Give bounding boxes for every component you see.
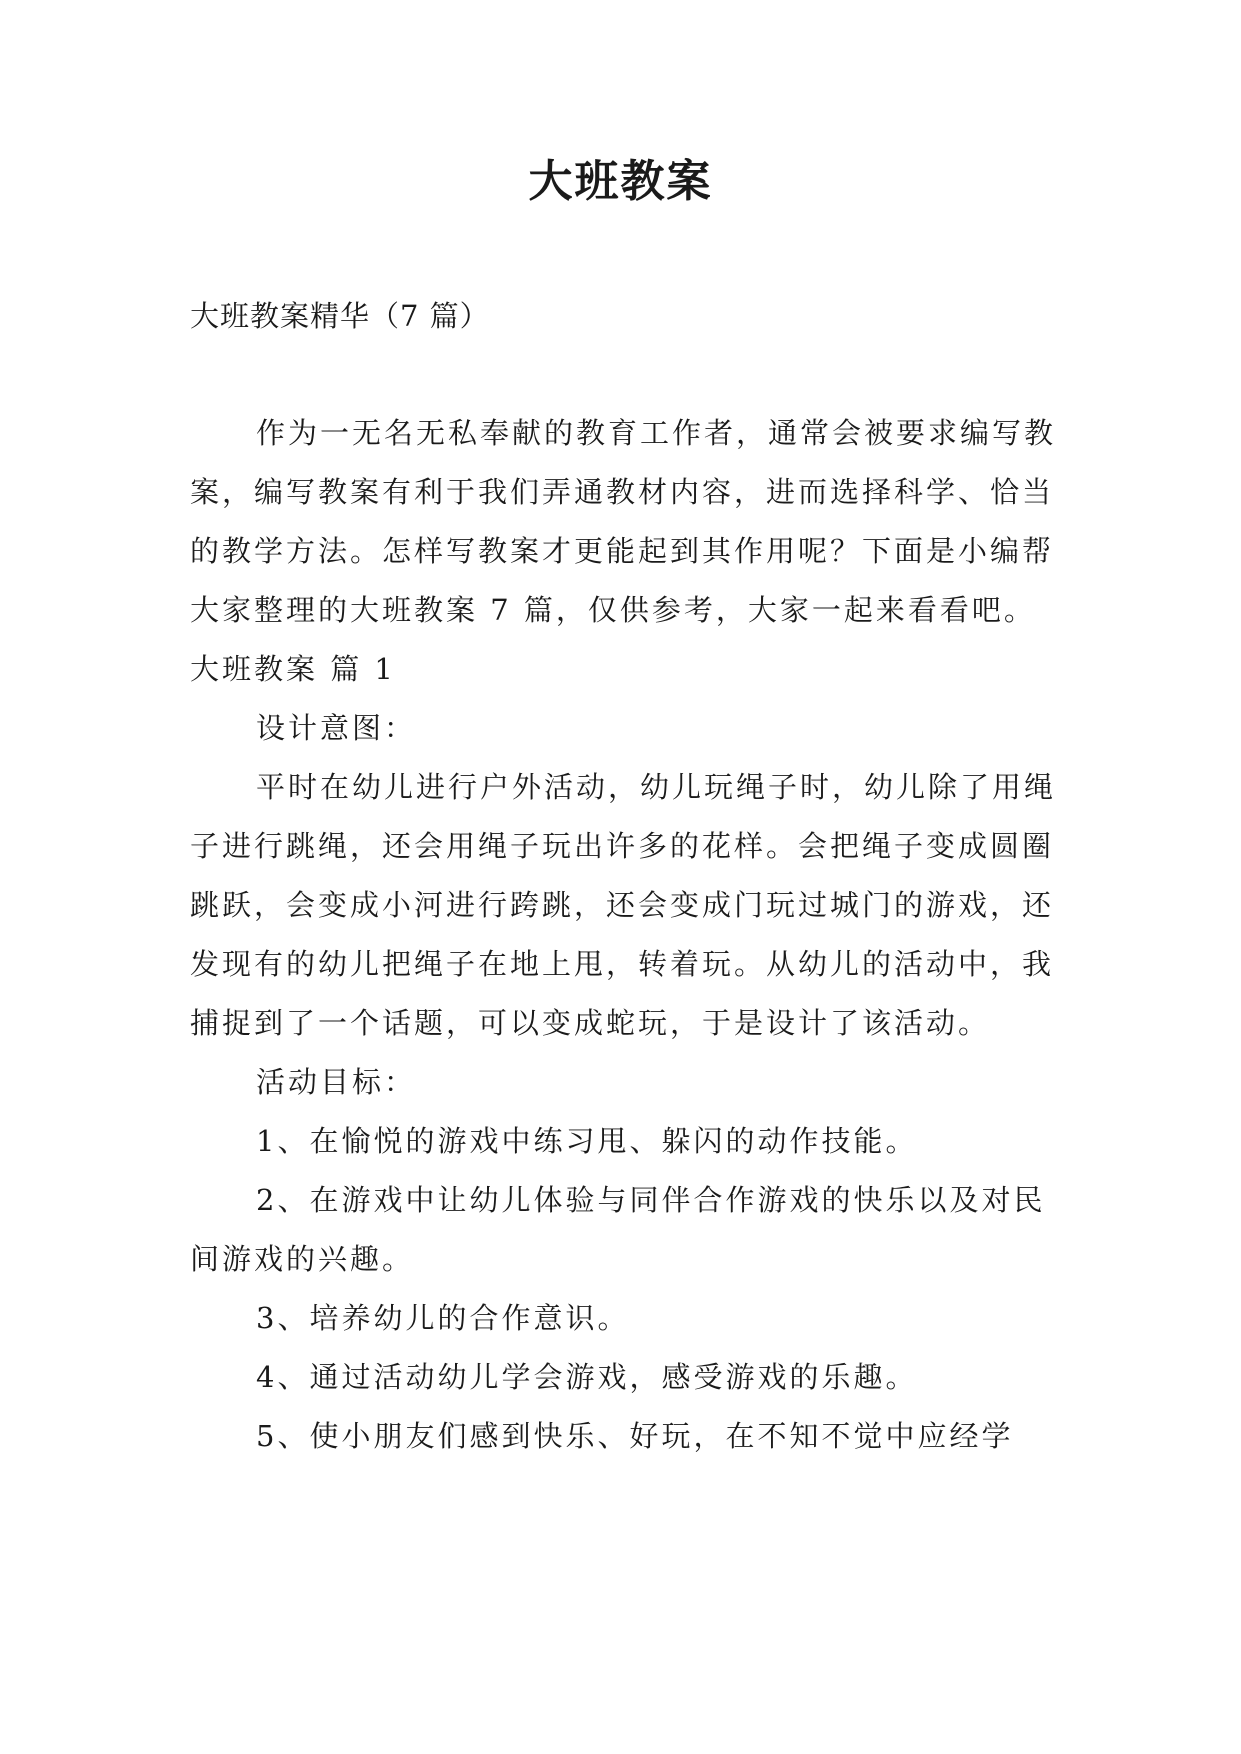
design-intent-paragraph: 平时在幼儿进行户外活动，幼儿玩绳子时，幼儿除了用绳子进行跳绳，还会用绳子玩出许多的花样。会把绳子变成圆圈跳跃，会变成小河进行跨跳，还会变成门玩过城门的游戏，还发现有的幼儿把绳子在地上甩，转着玩。从幼儿的活动中，我捕捉到了一个话题，可以变成蛇玩，于是设计了该活动。 — [190, 770, 1057, 1040]
document-body — [190, 404, 1070, 1466]
subsection-heading-objectives: 活动目标： — [256, 1065, 417, 1099]
objective-item: 3、培养幼儿的合作意识。 — [256, 1301, 630, 1335]
objective-item: 4、通过活动幼儿学会游戏，感受游戏的乐趣。 — [256, 1360, 918, 1394]
subsection-heading-design-intent: 设计意图： — [256, 711, 417, 745]
section-heading: 大班教案 篇 1 — [190, 652, 396, 686]
objective-item: 1、在愉悦的游戏中练习甩、躲闪的动作技能。 — [256, 1124, 918, 1158]
document-title: 大班教案 — [528, 156, 713, 207]
document-subtitle: 大班教案精华（7 篇） — [190, 299, 490, 333]
objective-item: 2、在游戏中让幼儿体验与同伴合作游戏的快乐以及对民间游戏的兴趣。 — [190, 1183, 1046, 1276]
objective-item: 5、使小朋友们感到快乐、好玩，在不知不觉中应经学 — [256, 1419, 1014, 1453]
intro-paragraph: 作为一无名无私奉献的教育工作者，通常会被要求编写教案，编写教案有利于我们弄通教材内容，进而选择科学、恰当的教学方法。怎样写教案才更能起到其作用呢？下面是小编帮大家整理的大班教案 7 篇，仅供参考，大家一起来看看吧。 — [190, 416, 1057, 627]
